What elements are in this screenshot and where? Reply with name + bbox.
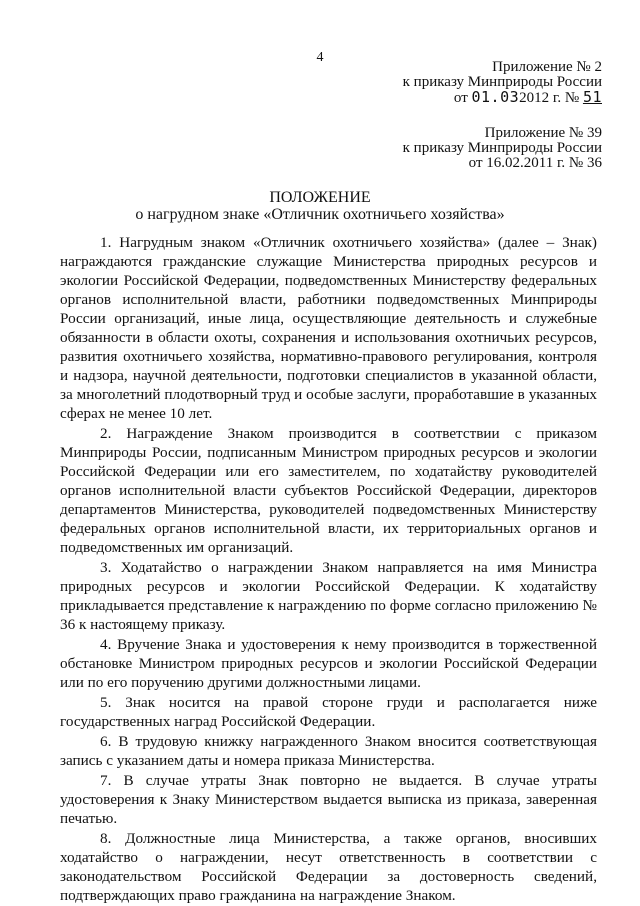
appendix-date-line: от 16.02.2011 г. № 36 (468, 155, 602, 171)
appendix-number: Приложение № 39 (484, 125, 602, 141)
document-title (0, 189, 640, 223)
title-subheading: о нагрудном знаке «Отличник охотничьего хозяйства» (135, 206, 505, 223)
paragraph-1: 1. Нагрудным знаком «Отличник охотничьего хозяйства» (далее – Знак) награждаются гражданские служащие Министерства природных ресурсов и экологии Российской Федерации, подведомственных Министерству федеральных органов исполнительной власти, работники подведомственных Минприроды России организаций, иные лица, осуществляющие деятельность и служебные обязанности в области охоты, сохранения и использования охотничьих ресурсов, развития охотничьего хозяйства, нормативно-правового регулирования, контроля и надзора, научной деятельности, подготовки специалистов в указанной области, за многолетний плодотворный труд и особые заслуги, проработавшие в указанных сферах не менее 10 лет. (60, 234, 597, 422)
appendix-date-year: 2012 г. № (519, 90, 580, 106)
paragraph-2: 2. Награждение Знаком производится в соответствии с приказом Минприроды России, подписанным Министром природных ресурсов и экологии Российской Федерации или его заместителем, по ходатайству руководителей органов исполнительной власти субъектов Российской Федерации, директоров департаментов Министерства, руководителей подведомственных Министерству федеральных органов исполнительной власти, их территориальных органов и подведомственных им организаций. (60, 425, 597, 556)
appendix-order-reference: к приказу Минприроды России (402, 74, 602, 90)
appendix-order-reference: к приказу Минприроды России (402, 140, 602, 156)
appendix-header-current (403, 60, 602, 106)
document-body (60, 233, 597, 906)
title-heading: ПОЛОЖЕНИЕ (269, 189, 371, 206)
appendix-date-line (403, 90, 602, 106)
appendix-number: Приложение № 2 (492, 59, 602, 75)
handwritten-order-number: 51 (582, 88, 602, 106)
paragraph-8: 8. Должностные лица Министерства, а также органов, вносивших ходатайство о награждении, несут ответственность в соответствии с законодательством Российской Федерации за достоверность сведений, подтверждающих право гражданина на награждение Знаком. (60, 830, 597, 904)
paragraph-4: 4. Вручение Знака и удостоверения к нему производится в торжественной обстановке Министром природных ресурсов и экологии Российской Федерации или по его поручению другими должностными лицами. (60, 636, 597, 691)
appendix-header-previous (403, 126, 602, 171)
paragraph-7: 7. В случае утраты Знак повторно не выдается. В случае утраты удостоверения к Знаку Министерством выдается выписка из приказа, заверенная печатью. (60, 772, 597, 827)
paragraph-6: 6. В трудовую книжку награжденного Знаком вносится соответствующая запись с указанием даты и номера приказа Министерства. (60, 733, 597, 769)
paragraph-5: 5. Знак носится на правой стороне груди и располагается ниже государственных наград Российской Федерации. (60, 694, 597, 730)
handwritten-date: 01.03 (471, 88, 520, 106)
page-number: 4 (316, 50, 324, 65)
appendix-date-prefix: от (453, 90, 468, 106)
paragraph-3: 3. Ходатайство о награждении Знаком направляется на имя Министра природных ресурсов и экологии Российской Федерации. К ходатайству прикладывается представление к награждению по форме согласно приложению № 36 к настоящему приказу. (60, 559, 597, 633)
